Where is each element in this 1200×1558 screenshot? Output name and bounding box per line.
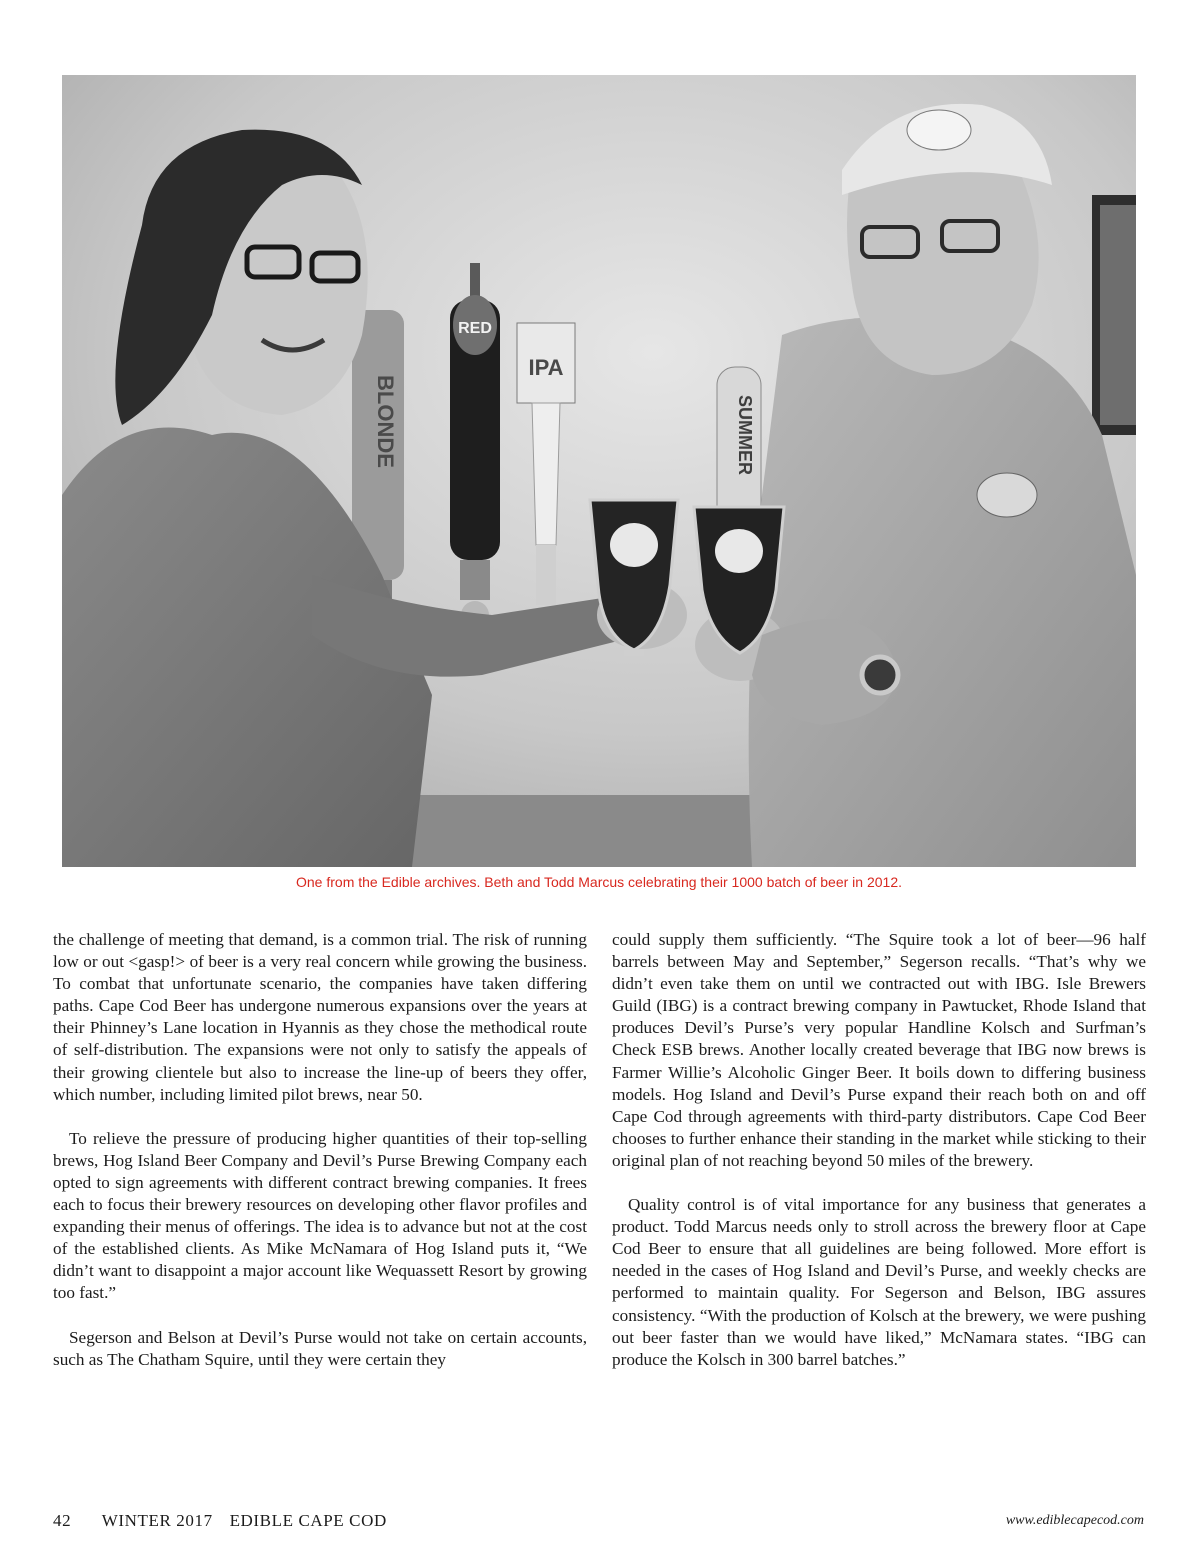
article-column-left [53, 929, 587, 1371]
issue-label: WINTER 2017 [101, 1511, 213, 1530]
publication-name: EDIBLE CAPE COD [229, 1511, 387, 1530]
tap-summer [717, 367, 761, 527]
paragraph: Quality control is of vital importance for any business that generates a product. Todd Marcus needs only to stroll across the brewery floor at Cape Cod Beer to ensure that all guidelines are being followed. More effort is needed in the cases of Hog Island and Devil’s Purse, and weekly checks are performed to maintain quality. For Segerson and Belson, IBG assures consistency. “With the production of Kolsch at the brewery, we were pushing out beer faster than we would have liked,” McNamara states. “IBG can produce the Kolsch in 300 barrel batches.” [612, 1195, 1146, 1369]
paragraph: could supply them sufficiently. “The Squire took a lot of beer—96 half barrels between May and September,” Segerson recalls. “That’s why we didn’t even take them on until we contracted out with IBG. Isle Brewers Guild (IBG) is a contract brewing company in Pawtucket, Rhode Island that produces Devil’s Purse’s very popular Handline Kolsch and Surfman’s Check ESB brews. Another locally created beverage that IBG now brews is Farmer Willie’s Alcoholic Ginger Beer. It boils down to differing business models. Hog Island and Devil’s Purse expand their reach both on and off Cape Cod through agreements with third-party distributors. Cape Cod Beer chooses to further enhance their standing in the market while sticking to their original plan of not reaching beyond 50 miles of the brewery. [612, 930, 1146, 1170]
article-column-right [612, 929, 1146, 1371]
svg-text:IPA: IPA [528, 355, 564, 380]
website-link: www.ediblecapecod.com [1005, 1513, 1144, 1528]
svg-text:RED: RED [458, 320, 492, 337]
paragraph: Segerson and Belson at Devil’s Purse would not take on certain accounts, such as The Chatham Squire, until they were certain they [53, 1327, 587, 1369]
photo-caption: One from the Edible archives. Beth and Todd Marcus celebrating their 1000 batch of beer in 2012. [296, 874, 902, 890]
svg-text:SUMMER: SUMMER [735, 395, 755, 475]
paragraph: To relieve the pressure of producing higher quantities of their top-selling brews, Hog Island Beer Company and Devil’s Purse Brewing Company each opted to sign agreements with different contract brewing companies. It frees each to focus their brewery resources on developing other flavor profiles and expanding their menus of offerings. The idea is to advance but not at the cost of the established clients. As Mike McNamara of Hog Island puts it, “We didn’t want to disappoint a major account like Wequassett Resort by growing too fast.” [53, 1128, 587, 1303]
page-footer [53, 1511, 387, 1531]
article-photo [62, 75, 1136, 867]
svg-text:BLONDE: BLONDE [373, 375, 398, 468]
paragraph: the challenge of meeting that demand, is a common trial. The risk of running low or out <gasp!> of beer is a very real concern while growing the business. To combat that unfortunate scenario, the companies have taken differing paths. Cape Cod Beer has undergone numerous expansions over the years at their Phinney’s Lane location in Hyannis as they chose the methodical route of self-distribution. The expansions were not only to satisfy the appeals of their growing clientele but also to increase the line-up of beers they offer, which number, including limited pilot brews, near 50. [53, 930, 587, 1104]
page-number: 42 [53, 1511, 72, 1530]
